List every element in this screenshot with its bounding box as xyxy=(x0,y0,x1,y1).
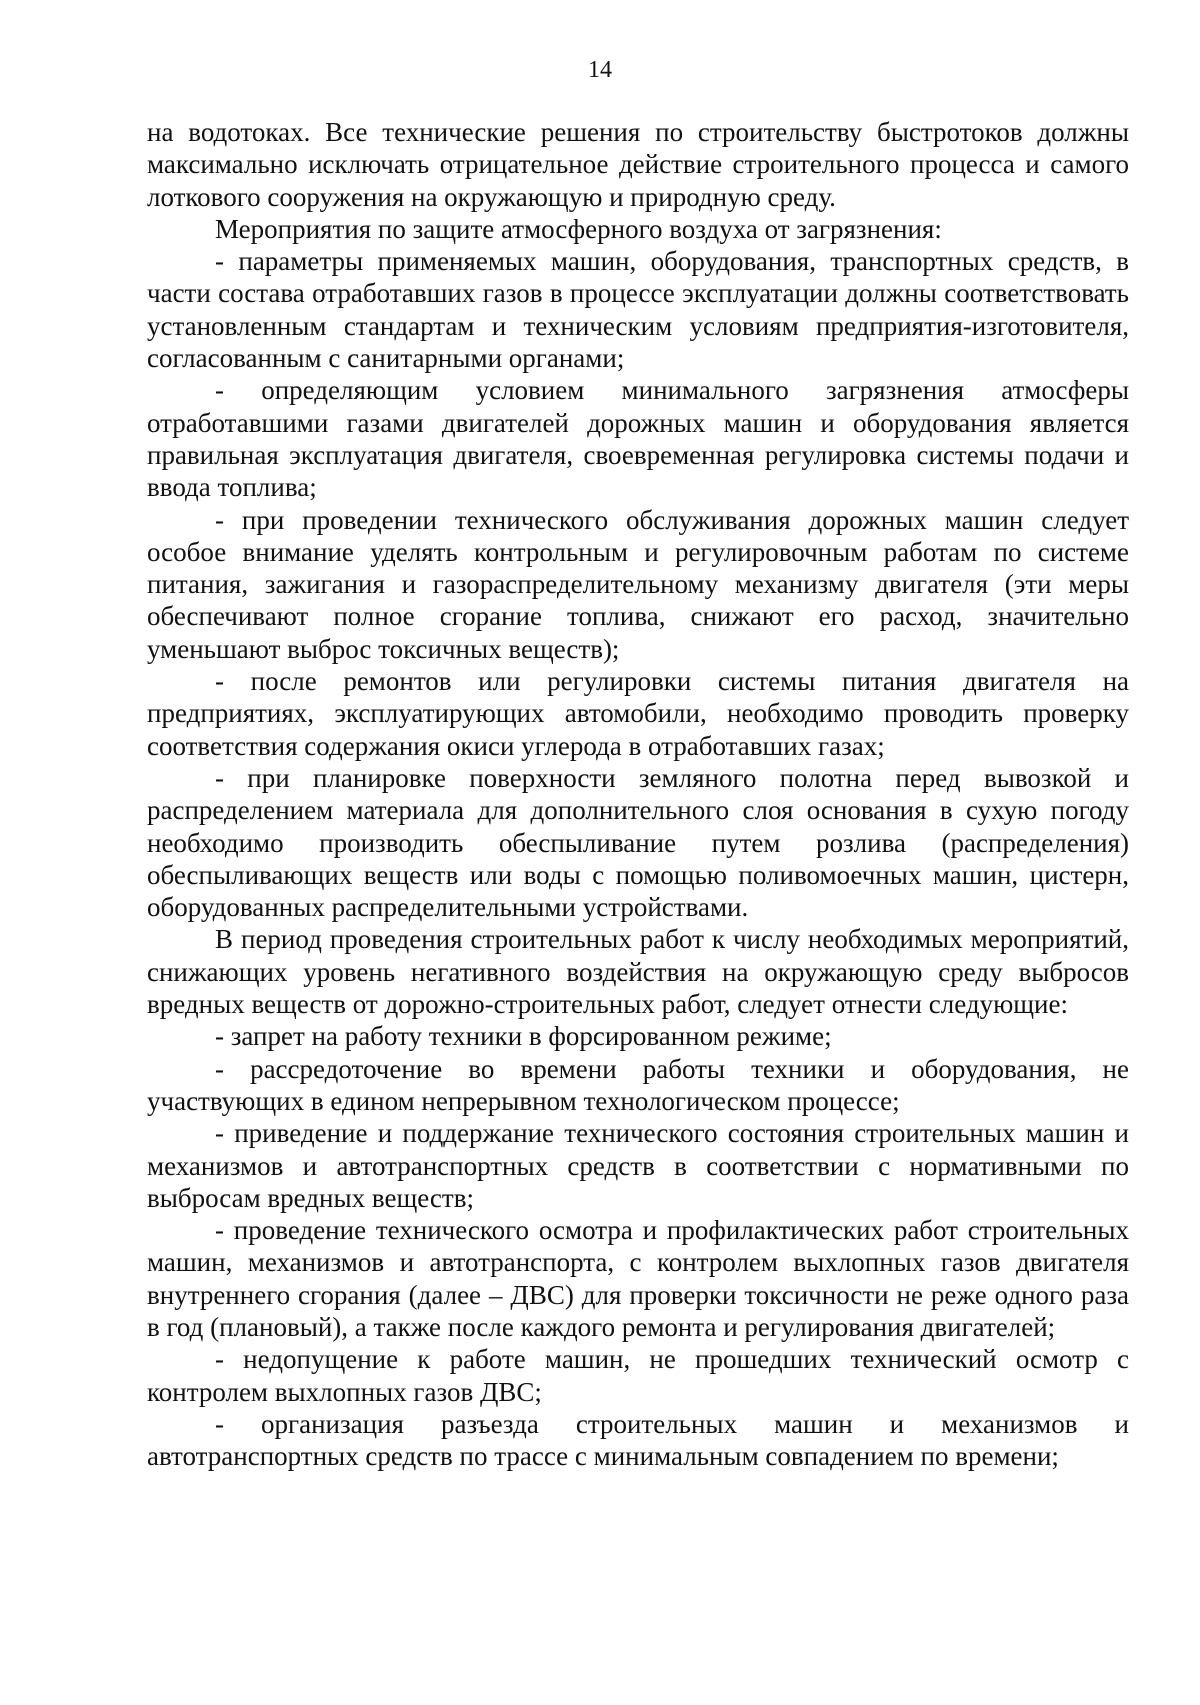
list-item: - параметры применяемых машин, оборудования, транспортных средств, в части состава отработавших газов в процессе эксплуатации должны соответствовать установленным стандартам и техническим условиям предприятия-изготовителя, согласованным с санитарными органами; xyxy=(147,246,1129,374)
list-item: - проведение технического осмотра и профилактических работ строительных машин, механизмов и автотранспорта, с контролем выхлопных газов двигателя внутреннего сгорания (далее – ДВС) для проверки токсичности не реже одного раза в год (плановый), а также после каждого ремонта и регулирования двигателей; xyxy=(147,1215,1129,1342)
list-item: - запрет на работу техники в форсированном режиме; xyxy=(215,1021,832,1052)
paragraph-construction-period: В период проведения строительных работ к числу необходимых мероприятий, снижающих уровень негативного воздействия на окружающую среду выбросов вредных веществ от дорожно-строительных работ, следует отнести следующие: xyxy=(147,924,1129,1020)
list-item: - приведение и поддержание технического состояния строительных машин и механизмов и автотранспортных средств в соответствии с нормативными по выбросам вредных веществ; xyxy=(147,1118,1129,1213)
page-number: 14 xyxy=(588,57,612,83)
list-item: - рассредоточение во времени работы техники и оборудования, не участвующих в едином непрерывном технологическом процессе; xyxy=(147,1053,1129,1116)
list-item: - после ремонтов или регулировки системы питания двигателя на предприятиях, эксплуатирующих автомобили, необходимо проводить проверку соответствия содержания окиси углерода в отработавших газах; xyxy=(147,666,1129,761)
paragraph-continuation: на водотоках. Все технические решения по строительству быстротоков должны максимально исключать отрицательное действие строительного процесса и самого лоткового сооружения на окружающую и природную среду. xyxy=(147,117,1129,212)
document-body xyxy=(147,116,1129,1472)
list-item: - недопущение к работе машин, не прошедших технический осмотр с контролем выхлопных газов ДВС; xyxy=(147,1344,1129,1407)
list-item: - при проведении технического обслуживания дорожных машин следует особое внимание уделять контрольным и регулировочным работам по системе питания, зажигания и газораспределительному механизму двигателя (эти меры обеспечивают полное сгорание топлива, снижают его расход, значительно уменьшают выброс токсичных веществ); xyxy=(147,504,1129,664)
list-item: - организация разъезда строительных машин и механизмов и автотранспортных средств по трассе с минимальным совпадением по времени; xyxy=(147,1408,1129,1472)
paragraph-air-protection-heading: Мероприятия по защите атмосферного воздуха от загрязнения: xyxy=(215,213,942,244)
list-item: - определяющим условием минимального загрязнения атмосферы отработавшими газами двигателей дорожных машин и оборудования является правильная эксплуатация двигателя, своевременная регулировка системы подачи и ввода топлива; xyxy=(147,375,1129,503)
list-item: - при планировке поверхности земляного полотна перед вывозкой и распределением материала для дополнительного слоя основания в сухую погоду необходимо производить обеспыливание путем розлива (распределения) обеспыливающих веществ или воды с помощью поливомоечных машин, цистерн, оборудованных распределительными устройствами. xyxy=(147,762,1129,923)
